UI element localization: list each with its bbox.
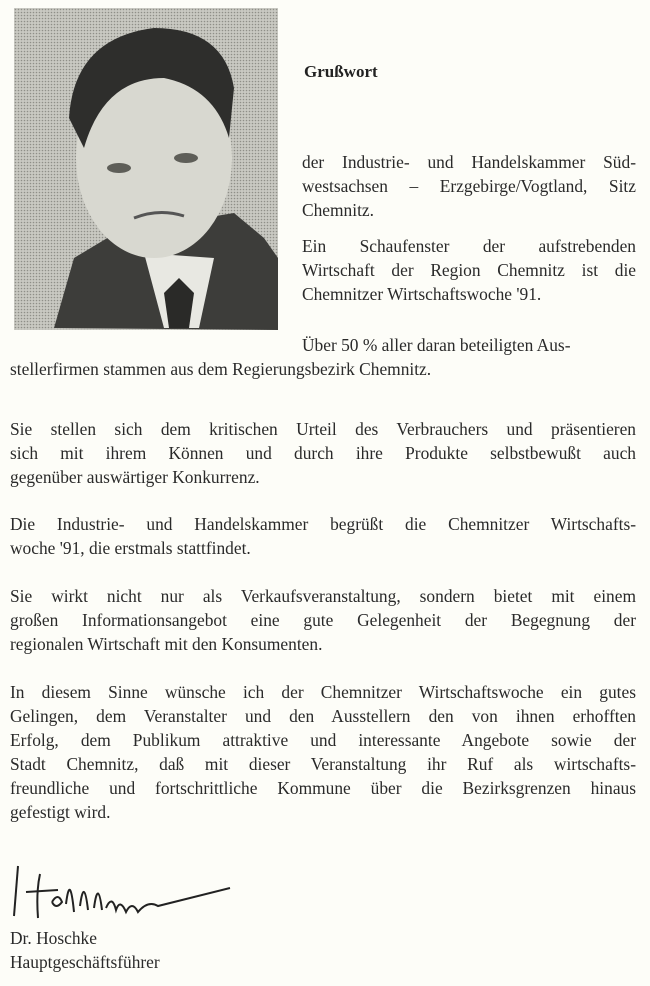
signer-name: Dr. Hoschke [10, 928, 97, 948]
paragraph-1 [302, 234, 636, 306]
text-line: sich mit ihrem Können und durch ihre Produkte selbstbewußt auch [10, 443, 636, 463]
handwritten-signature [10, 862, 240, 922]
signature-block [10, 926, 160, 974]
paragraph-3 [10, 417, 636, 489]
text-line: westsachsen – Erzgebirge/Vogtland, Sitz [302, 176, 636, 196]
signer-role: Hauptgeschäftsführer [10, 952, 160, 972]
text-line: großen Informationsangebot eine gute Gelegenheit der Begegnung der [10, 610, 636, 630]
text-line: stellerfirmen stammen aus dem Regierungsbezirk Chemnitz. [10, 359, 432, 379]
text-line: Die Industrie- und Handelskammer begrüßt die Chemnitzer Wirtschafts- [10, 514, 636, 534]
text-line: Erfolg, dem Publikum attraktive und interessante Angebote sowie der [10, 730, 636, 750]
text-line: In diesem Sinne wünsche ich der Chemnitzer Wirtschaftswoche ein gutes [10, 682, 636, 702]
text-line: freundliche und fortschrittliche Kommune über die Bezirksgrenzen hinaus [10, 778, 636, 798]
paragraph-2-line-2 [10, 357, 636, 381]
text-line: Gelingen, dem Veranstalter und den Ausstellern den von ihnen erhofften [10, 706, 636, 726]
text-line: Über 50 % aller daran beteiligten Aus- [302, 335, 571, 355]
text-line: Sie stellen sich dem kritischen Urteil des Verbrauchers und präsentieren [10, 419, 636, 439]
text-line: regionalen Wirtschaft mit den Konsumenten. [10, 634, 323, 654]
text-line: gegenüber auswärtiger Konkurrenz. [10, 467, 260, 487]
portrait-photo [14, 8, 278, 330]
paragraph-4 [10, 512, 636, 560]
text-line: Chemnitz. [302, 200, 374, 220]
text-line: Wirtschaft der Region Chemnitz ist die [302, 260, 636, 280]
text-line: Sie wirkt nicht nur als Verkaufsveranstaltung, sondern bietet mit einem [10, 586, 636, 606]
text-line: Stadt Chemnitz, daß mit dieser Veranstaltung ihr Ruf als wirtschafts- [10, 754, 636, 774]
page-title: Grußwort [304, 62, 378, 81]
paragraph-6 [10, 680, 636, 824]
text-line: Ein Schaufenster der aufstrebenden [302, 236, 636, 256]
paragraph-2-line-1 [302, 333, 636, 357]
intro-paragraph [302, 150, 636, 222]
text-line: woche '91, die erstmals stattfindet. [10, 538, 251, 558]
text-line: gefestigt wird. [10, 802, 111, 822]
paragraph-5 [10, 584, 636, 656]
text-line: der Industrie- und Handelskammer Süd- [302, 152, 636, 172]
text-line: Chemnitzer Wirtschaftswoche '91. [302, 284, 542, 304]
